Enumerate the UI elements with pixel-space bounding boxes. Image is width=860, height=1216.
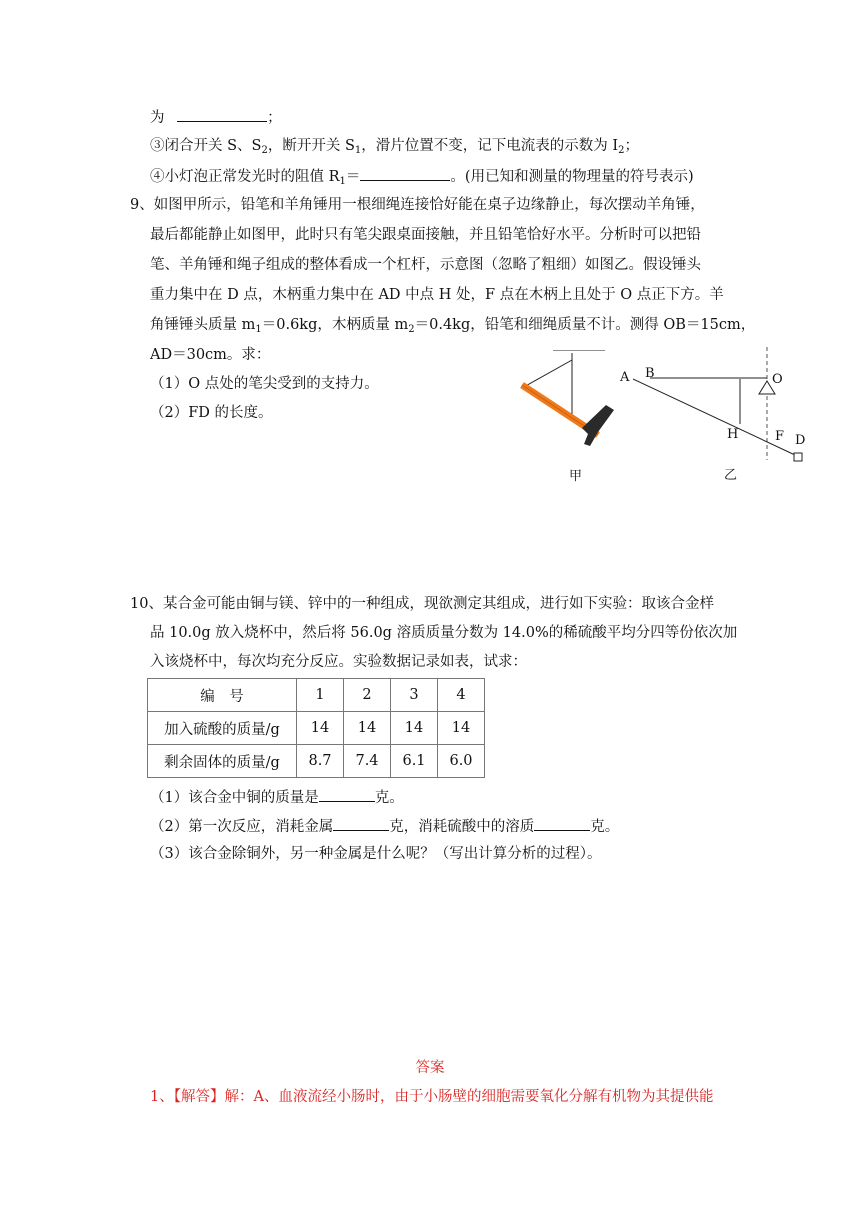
label-F: F	[775, 429, 785, 444]
answer-blank[interactable]	[333, 815, 389, 831]
q9-sub1: （1）O 点处的笔尖受到的支持力。	[150, 376, 379, 392]
answer-blank[interactable]	[534, 815, 590, 831]
pencil-string	[522, 360, 572, 388]
q10-sub2-end: 克。	[590, 819, 620, 835]
figure-yi-caption: 乙	[724, 468, 738, 483]
q9-sub2: （2）FD 的长度。	[150, 405, 273, 421]
q8-step4-sub: 1	[339, 176, 346, 187]
answers-title: 答案	[415, 1060, 445, 1076]
q9-line6: AD＝30cm。求：	[150, 347, 271, 363]
answer-1: 1、【解答】解：A、血液流经小肠时，由于小肠壁的细胞需要氧化分解有机物为其提供能	[150, 1089, 714, 1105]
q8-step3-text: ③闭合开关 S、S	[150, 138, 262, 154]
q10-sub1	[150, 786, 404, 808]
table-cell: 14	[344, 712, 391, 745]
q9-line3: 笔、羊角锤和绳子组成的整体看成一个杠杆，示意图（忽略了粗细）如图乙。假设锤头	[150, 257, 701, 273]
q8-line-a	[150, 106, 282, 128]
q9-line1: 9、如图甲所示，铅笔和羊角锤用一根细绳连接恰好能在桌子边缘静止，每次摆动羊角锤，	[130, 197, 705, 213]
table-cell: 14	[297, 712, 344, 745]
table-cell: 加入硫酸的质量/g	[148, 712, 297, 745]
table-header-row	[148, 679, 485, 712]
q8-step4-end: 。(用已知和测量的物理量的符号表示)	[450, 169, 694, 185]
answer-blank[interactable]	[360, 165, 450, 181]
q10-sub1-end: 克。	[374, 790, 404, 806]
q8-step3-sub1: 2	[261, 145, 268, 156]
q9-line5-sub1: 1	[255, 324, 262, 335]
q8-step3-tail: ；	[624, 138, 639, 154]
q9-line4: 重力集中在 D 点，木柄重力集中在 AD 中点 H 处，F 点在木柄上且处于 O 点正下方。羊	[150, 287, 724, 303]
table-cell: 14	[438, 712, 485, 745]
label-O: O	[772, 372, 783, 387]
experiment-table	[147, 678, 485, 778]
figure-yi	[615, 345, 815, 470]
label-H: H	[727, 427, 739, 442]
q10-line2: 品 10.0g 放入烧杯中，然后将 56.0g 溶质质量分数为 14.0%的稀硫酸平均分四等份依次加	[150, 625, 738, 641]
table-cell: 6.0	[438, 745, 485, 778]
table-header-cell: 1	[297, 679, 344, 712]
q8-step3-end: ，滑片位置不变，记下电流表的示数为 I	[361, 138, 619, 154]
q8-step3-sub3: 2	[618, 145, 625, 156]
q8-step4-mid: ＝	[345, 169, 361, 185]
q8-line-a-end: ；	[267, 110, 282, 126]
table-cell: 6.1	[391, 745, 438, 778]
q9-line5	[150, 315, 755, 335]
q8-step3	[150, 136, 639, 156]
figure-jia-caption: 甲	[569, 469, 583, 484]
q10-sub2-mid: 克，消耗硫酸中的溶质	[389, 819, 535, 835]
q9-line5-c: ＝0.4kg，铅笔和细绳质量不计。测得 OB＝15cm，	[414, 317, 756, 333]
q9-line5-sub2: 2	[408, 324, 415, 335]
q8-step4-text: ④小灯泡正常发光时的阻值 R	[150, 169, 340, 185]
table-row	[148, 745, 485, 778]
q8-step4	[150, 165, 694, 187]
q8-step3-mid: ，断开开关 S	[267, 138, 355, 154]
figure-jia	[510, 350, 630, 460]
label-A: A	[620, 370, 630, 385]
hammer-head-square	[794, 453, 802, 461]
table-header-cell: 4	[438, 679, 485, 712]
q8-line-a-text: 为	[150, 110, 165, 126]
q10-sub2-text: （2）第一次反应，消耗金属	[150, 819, 334, 835]
q10-sub2	[150, 815, 619, 837]
table-header-cell: 编 号	[148, 679, 297, 712]
label-D: D	[795, 433, 806, 448]
hammer-head	[582, 405, 614, 446]
q10-line3: 入该烧杯中，每次均充分反应。实验数据记录如表，试求：	[150, 654, 527, 670]
q9-line5-b: ＝0.6kg，木柄质量 m	[261, 317, 409, 333]
table-row	[148, 712, 485, 745]
q10-sub3: （3）该合金除铜外，另一种金属是什么呢？（写出计算分析的过程）。	[150, 846, 602, 862]
table-cell: 7.4	[344, 745, 391, 778]
answer-blank[interactable]	[319, 786, 375, 802]
table-header-cell: 3	[391, 679, 438, 712]
q8-step3-sub2: 1	[354, 145, 362, 156]
q10-line1: 10、某合金可能由铜与镁、锌中的一种组成，现欲测定其组成，进行如下实验：取该合金样	[130, 596, 714, 612]
table-cell: 8.7	[297, 745, 344, 778]
answer-blank[interactable]	[177, 106, 267, 122]
q9-line5-a: 角锤锤头质量 m	[150, 317, 256, 333]
table-cell: 14	[391, 712, 438, 745]
q9-line2: 最后都能静止如图甲，此时只有笔尖跟桌面接触，并且铅笔恰好水平。分析时可以把铅	[150, 227, 701, 243]
label-B: B	[645, 366, 655, 381]
table-header-cell: 2	[344, 679, 391, 712]
table-cell: 剩余固体的质量/g	[148, 745, 297, 778]
q10-sub1-text: （1）该合金中铜的质量是	[150, 790, 319, 806]
